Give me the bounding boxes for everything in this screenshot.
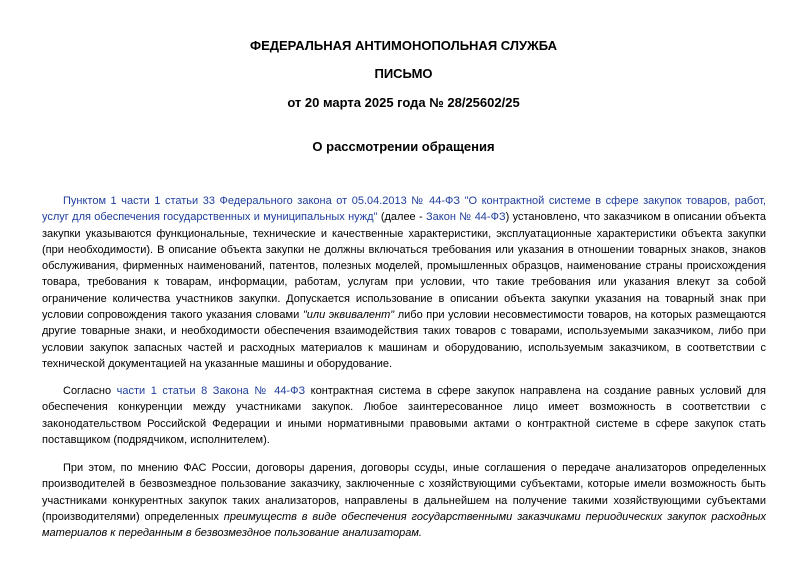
paragraph-2 (42, 383, 766, 448)
paragraph-2-text-b: контрактная система в сфере закупок направлена на создание равных условий для обеспечения конкуренции между участниками закупок. Любое заинтересованное лицо имеет возможность в соответствии с законодательством Российской Федерации и иными нормативными правовыми актами о контрактной системе в сфере закупок стать поставщиком (подрядчиком, исполнителем). (42, 385, 766, 446)
law-44fz-link[interactable]: Закон № 44-ФЗ (426, 211, 506, 224)
paragraph-3-italic: преимуществ в виде обеспечения государственными заказчиками периодических закупок расходных материалов к переданным в безвозмездное пользование анализаторам. (42, 510, 766, 540)
law-44fz-article33-link[interactable]: Пунктом 1 части 1 статьи 33 Федерального закона от 05.04.2013 № 44-ФЗ "О контрактной системе в сфере закупок товаров, работ, услуг для обеспечения государственных и муниципальных нужд" (42, 195, 766, 224)
paragraph-1-text-b: ) установлено, что заказчиком в описании объекта закупки указываются функциональные, технические и качественные характеристики, эксплуатационные характеристики объекта закупки (при необходимости). В описание объекта закупки не должны включаться требования или указания в отношении товарных знаков, знаков обслуживания, фирменных наименований, патентов, полезных моделей, промышленных образцов, наименование страны происхождения товара, требования к товарам, информации, работам, услугам при условии, что такие требования или указания влекут за собой ограничение количества участников закупки. Допускается использование в описании объекта закупки указания на товарный знак при условии сопровождения такого указания словами (42, 211, 766, 322)
document-subject: О рассмотрении обращения (312, 139, 495, 154)
paragraph-3 (42, 460, 766, 541)
law-44fz-article8-link[interactable]: части 1 статьи 8 Закона № 44-ФЗ (116, 385, 306, 397)
document-type: ПИСЬМО (374, 66, 433, 81)
paragraph-3-text-a: При этом, по мнению ФАС России, договоры дарения, договоры ссуды, иные соглашения о передаче анализаторов определенных производителей в безвозмездное пользование заказчику, заключенные с хозяйствующими субъектами, которые имели возможность быть участниками конкурентных закупок таких анализаторов, направлены в дальнейшем на получение такими хозяйствующими субъектами (производителями) определенных (42, 462, 766, 523)
document-date-number: от 20 марта 2025 года № 28/25602/25 (287, 95, 520, 110)
paragraph-1-italic: "или эквивалент" (302, 309, 395, 322)
paragraph-2-text-a: Согласно (63, 385, 117, 397)
organization-title: ФЕДЕРАЛЬНАЯ АНТИМОНОПОЛЬНАЯ СЛУЖБА (249, 38, 558, 53)
paragraph-1-text-a: (далее - (377, 211, 427, 224)
paragraph-1-text-c: либо при условии несовместимости товаров, на которых размещаются другие товарные знаки, и необходимости обеспечения взаимодействия таких товаров с товарами, используемыми заказчиком, либо при условии закупок запасных частей и расходных материалов к машинам и оборудованию, используемым заказчиком, в соответствии с технической документацией на указанные машины и оборудование. (42, 309, 766, 370)
paragraph-1 (42, 193, 766, 372)
